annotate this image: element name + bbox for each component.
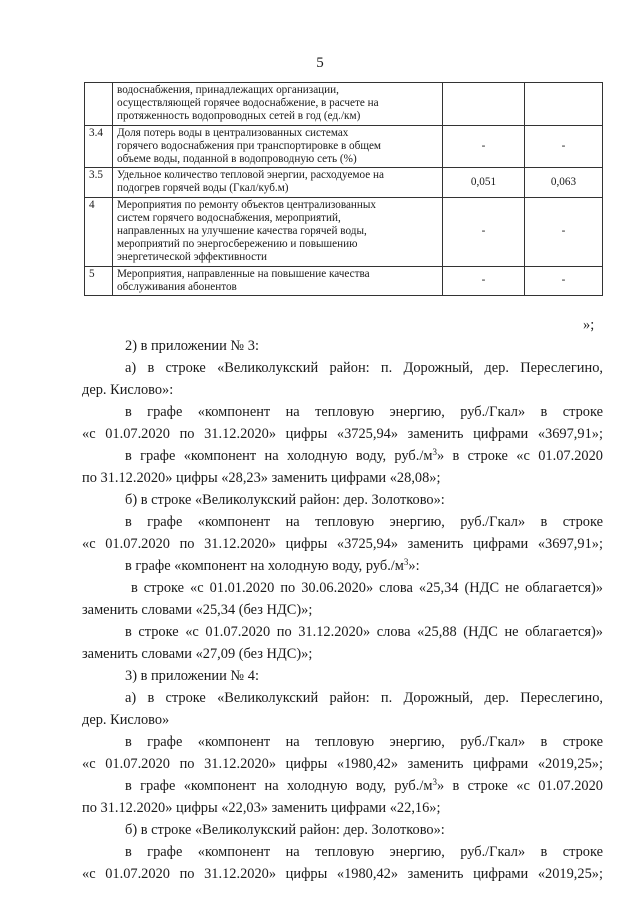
description-line: систем горячего водоснабжения, мероприятий, [117, 211, 341, 224]
text-line: в графе «компонент на тепловую энергию, руб./Гкал» в строке [125, 844, 603, 860]
description-line: мероприятий по энергосбережению и повышению [117, 238, 358, 251]
text-line: 3) в приложении № 4: [125, 668, 259, 684]
description-line: Доля потерь воды в централизованных системах [117, 126, 349, 139]
text-line: 2) в приложении № 3: [125, 338, 259, 354]
text-line: в графе «компонент на тепловую энергию, руб./Гкал» в строке [125, 514, 603, 530]
table-row [85, 168, 603, 197]
text-line: дер. Кислово» [82, 712, 170, 728]
indicators-table [84, 82, 603, 296]
row-value: - [443, 266, 525, 295]
closing-mark: »; [583, 317, 595, 333]
text-line: «с 01.07.2020 по 31.12.2020» цифры «3725,94» заменить цифрами «3697,91»; [82, 536, 603, 552]
description-line: горячего водоснабжения при транспортировке в общем [117, 139, 381, 152]
row-value [525, 83, 603, 126]
description-line: объеме воды, поданной в водопроводную сеть (%) [117, 153, 357, 166]
page-number: 5 [316, 55, 324, 71]
row-description [113, 83, 443, 126]
row-value: 0,063 [525, 168, 603, 197]
row-value: - [525, 197, 603, 266]
description-line: направленных на улучшение качества горячей воды, [117, 225, 367, 238]
table-row [85, 83, 603, 126]
text-line: в графе «компонент на тепловую энергию, руб./Гкал» в строке [125, 404, 603, 420]
text-line: в графе «компонент на холодную воду, $руб./м^3$»: [125, 557, 420, 574]
row-description [113, 125, 443, 168]
text-line: в строке «с 01.01.2020 по 30.06.2020» слова «25,34 (НДС не облагается)» [131, 580, 603, 596]
text-line: в графе «компонент на тепловую энергию, руб./Гкал» в строке [125, 734, 603, 750]
description-line: Мероприятия по ремонту объектов централизованных [117, 198, 376, 211]
text-line: б) в строке «Великолукский район: дер. Золотково»: [125, 822, 445, 838]
row-value: - [525, 266, 603, 295]
description-line: энергетической эффективности [117, 251, 267, 264]
description-line: Мероприятия, направленные на повышение качества [117, 267, 370, 280]
row-description [113, 168, 443, 197]
row-number: 3.4 [85, 125, 113, 168]
description-line: протяженность водопроводных сетей в год (ед./км) [117, 110, 361, 123]
text-line: заменить словами «27,09 (без НДС)»; [82, 646, 313, 662]
text-line: а) в строке «Великолукский район: п. Дорожный, дер. Переслегино, [125, 360, 603, 376]
description-line: подогрев горячей воды (Гкал/куб.м) [117, 182, 289, 195]
description-line: водоснабжения, принадлежащих организации, [117, 84, 339, 96]
row-value: - [443, 125, 525, 168]
table-row [85, 197, 603, 266]
text-line: по 31.12.2020» цифры «28,23» заменить цифрами «28,08»; [82, 470, 441, 486]
text-line: б) в строке «Великолукский район: дер. Золотково»: [125, 492, 445, 508]
text-line: в графе «компонент на холодную воду, $руб./м^3$» в строке «с 01.07.2020 [125, 777, 603, 794]
table-row [85, 266, 603, 295]
row-value: 0,051 [443, 168, 525, 197]
text-line: заменить словами «25,34 (без НДС)»; [82, 602, 313, 618]
row-number: 3.5 [85, 168, 113, 197]
text-line: по 31.12.2020» цифры «22,03» заменить цифрами «22,16»; [82, 800, 441, 816]
text-line: «с 01.07.2020 по 31.12.2020» цифры «1980,42» заменить цифрами «2019,25»; [82, 866, 603, 882]
row-description [113, 197, 443, 266]
table-row [85, 125, 603, 168]
description-line: Удельное количество тепловой энергии, расходуемое на [117, 169, 384, 182]
row-value: - [443, 197, 525, 266]
text-line: в строке «с 01.07.2020 по 31.12.2020» слова «25,88 (НДС не облагается)» [125, 624, 603, 640]
row-description [113, 266, 443, 295]
row-number: 5 [85, 266, 113, 295]
description-line: осуществляющей горячее водоснабжение, в расчете на [117, 97, 379, 110]
row-value: - [525, 125, 603, 168]
text-line: а) в строке «Великолукский район: п. Дорожный, дер. Переслегино, [125, 690, 603, 706]
description-line: обслуживания абонентов [117, 280, 237, 293]
text-line: «с 01.07.2020 по 31.12.2020» цифры «3725,94» заменить цифрами «3697,91»; [82, 426, 603, 442]
text-line: в графе «компонент на холодную воду, $руб./м^3$» в строке «с 01.07.2020 [125, 447, 603, 464]
text-line: дер. Кислово»: [82, 382, 174, 398]
row-value [443, 83, 525, 126]
text-line: «с 01.07.2020 по 31.12.2020» цифры «1980,42» заменить цифрами «2019,25»; [82, 756, 603, 772]
row-number [85, 83, 113, 126]
row-number: 4 [85, 197, 113, 266]
